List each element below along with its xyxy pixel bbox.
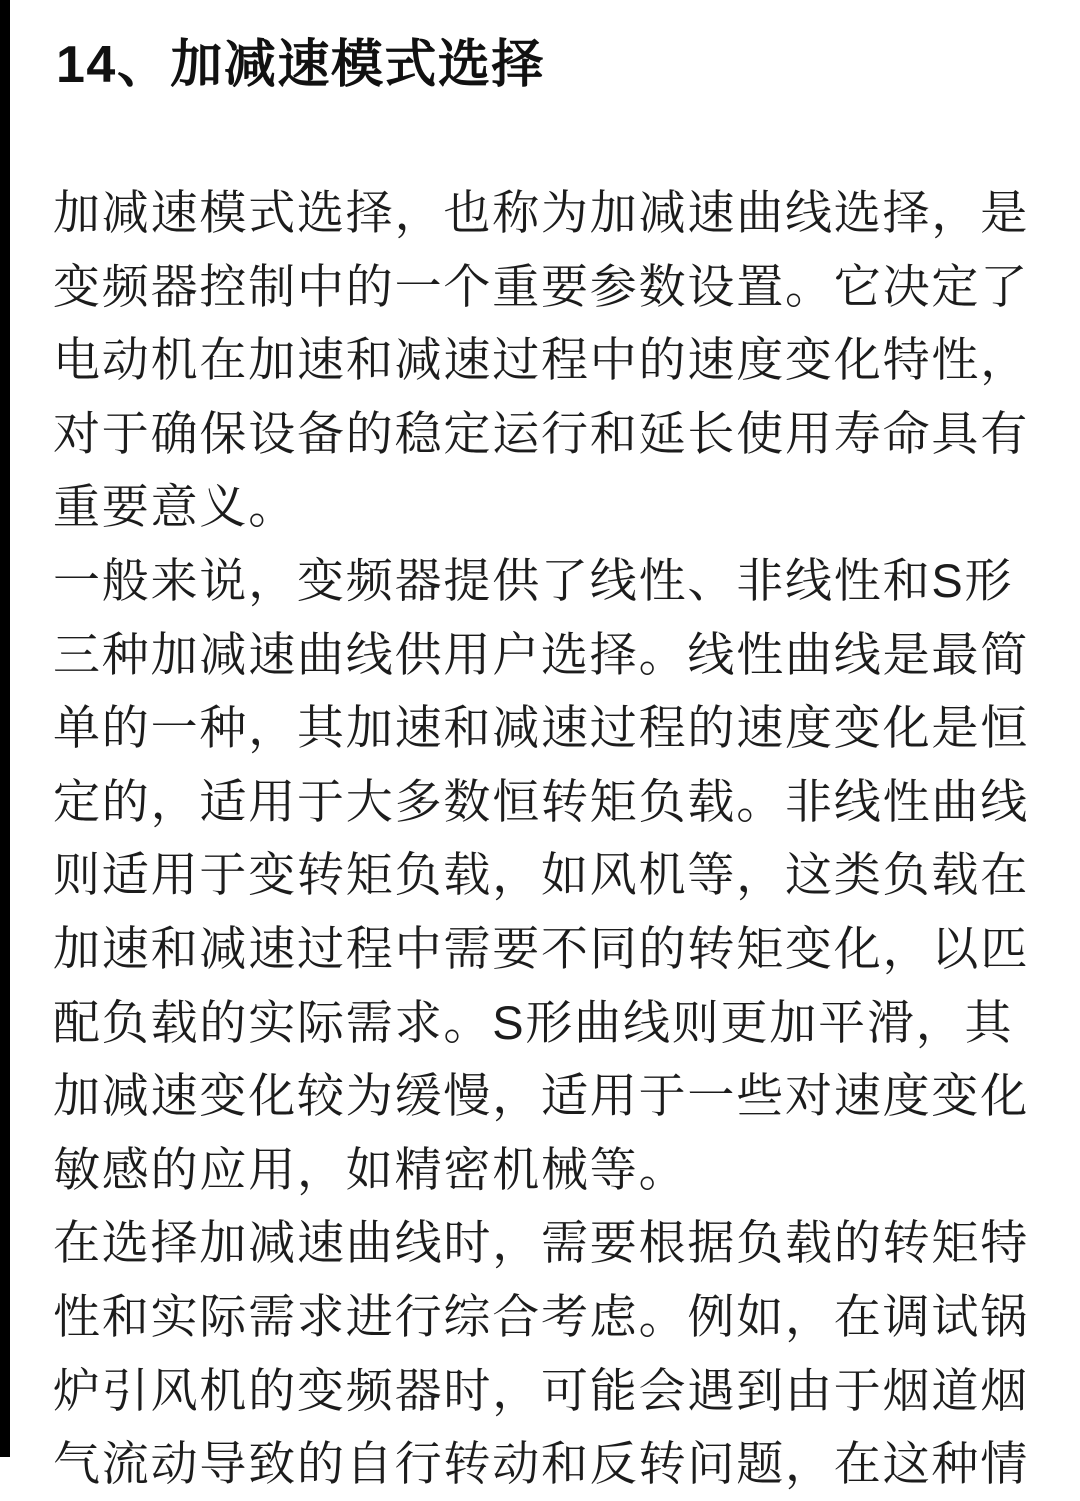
left-edge-bar: [0, 0, 10, 1457]
text-line: 变频器控制中的一个重要参数设置。它决定了: [53, 259, 1029, 313]
text-line: 配负载的实际需求。S形曲线则更加平滑，其: [53, 995, 1014, 1049]
article-body: [53, 176, 1053, 1501]
text-line: 性和实际需求进行综合考虑。例如，在调试锅: [53, 1289, 1029, 1343]
text-line: 则适用于变转矩负载，如风机等，这类负载在: [53, 848, 1029, 902]
text-line: 电动机在加速和减速过程中的速度变化特性，: [53, 333, 1029, 387]
text-line: 三种加减速曲线供用户选择。线性曲线是最简: [53, 627, 1029, 681]
text-line: 敏感的应用，如精密机械等。: [53, 1142, 688, 1196]
text-line: 单的一种，其加速和减速过程的速度变化是恒: [53, 701, 1029, 755]
text-line: 加减速变化较为缓慢，适用于一些对速度变化: [53, 1069, 1029, 1123]
text-line: 气流动导致的自行转动和反转问题，在这种情: [53, 1437, 1029, 1491]
text-line: 在选择加减速曲线时，需要根据负载的转矩特: [53, 1216, 1029, 1270]
text-line: 对于确保设备的稳定运行和延长使用寿命具有: [53, 406, 1029, 460]
text-line: 炉引风机的变频器时，可能会遇到由于烟道烟: [53, 1363, 1029, 1417]
text-line: 加速和减速过程中需要不同的转矩变化，以匹: [53, 921, 1029, 975]
paragraph: [53, 544, 1053, 1206]
paragraph: [53, 176, 1053, 544]
text-line: 加减速模式选择，也称为加减速曲线选择，是: [53, 186, 1029, 239]
text-line: 一般来说，变频器提供了线性、非线性和S形: [53, 553, 1014, 607]
text-line: 定的，适用于大多数恒转矩负载。非线性曲线: [53, 774, 1029, 828]
text-line: 重要意义。: [53, 480, 297, 534]
section-heading: 14、加减速模式选择: [56, 36, 545, 94]
